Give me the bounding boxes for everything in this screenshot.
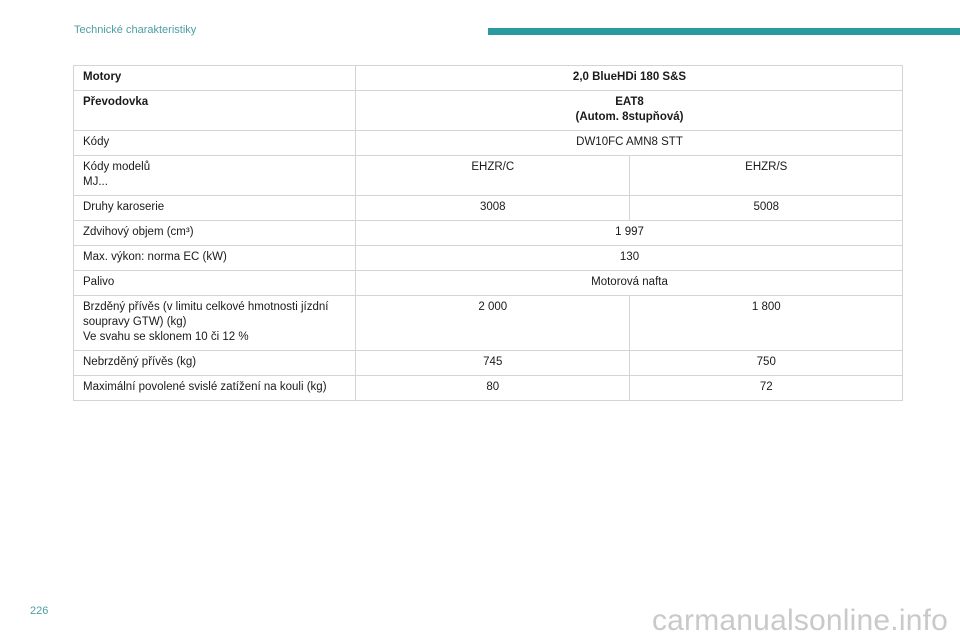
- row-value-a: 745: [356, 351, 630, 376]
- row-value: DW10FC AMN8 STT: [356, 131, 903, 156]
- header-accent-bar: [488, 28, 960, 35]
- section-title: Technické charakteristiky: [74, 24, 197, 36]
- row-value-b: EHZR/S: [629, 156, 903, 196]
- label-line: Ve svahu se sklonem 10 či 12 %: [83, 331, 249, 343]
- value-line: EAT8: [615, 96, 644, 108]
- table-row-engines: [74, 66, 903, 91]
- table-row-fuel: [74, 271, 903, 296]
- row-label: Kódy: [74, 131, 356, 156]
- row-value-b: 5008: [629, 196, 903, 221]
- watermark-logo: carmanualsonline.info: [651, 604, 948, 637]
- row-label: Druhy karoserie: [74, 196, 356, 221]
- row-value: Motorová nafta: [356, 271, 903, 296]
- table-row-model-codes: [74, 156, 903, 196]
- row-value-a: 3008: [356, 196, 630, 221]
- row-value-a: EHZR/C: [356, 156, 630, 196]
- spec-table: [73, 65, 903, 401]
- table-row-ball-load: [74, 376, 903, 401]
- row-label: Zdvihový objem (cm³): [74, 221, 356, 246]
- page-number: 226: [30, 605, 49, 617]
- row-label: Max. výkon: norma EC (kW): [74, 246, 356, 271]
- table-row-codes: [74, 131, 903, 156]
- row-value-b: 72: [629, 376, 903, 401]
- table-row-displacement: [74, 221, 903, 246]
- table-row-body-types: [74, 196, 903, 221]
- table-row-max-power: [74, 246, 903, 271]
- table-row-unbraked-trailer: [74, 351, 903, 376]
- label-line: Kódy modelů: [83, 161, 151, 173]
- table-row-braked-trailer: [74, 296, 903, 351]
- row-label: Převodovka: [74, 91, 356, 131]
- value-line: (Autom. 8stupňová): [575, 111, 684, 123]
- row-label: Motory: [74, 66, 356, 91]
- row-label: [74, 296, 356, 351]
- row-value-b: 750: [629, 351, 903, 376]
- row-label: Maximální povolené svislé zatížení na kouli (kg): [74, 376, 356, 401]
- row-value: [356, 91, 903, 131]
- row-value-a: 2 000: [356, 296, 630, 351]
- label-line: MJ...: [83, 176, 108, 188]
- row-value: 1 997: [356, 221, 903, 246]
- row-value-a: 80: [356, 376, 630, 401]
- row-label: [74, 156, 356, 196]
- row-label: Nebrzděný přívěs (kg): [74, 351, 356, 376]
- row-label: Palivo: [74, 271, 356, 296]
- row-value-b: 1 800: [629, 296, 903, 351]
- table-row-gearbox: [74, 91, 903, 131]
- row-value: 130: [356, 246, 903, 271]
- row-value: 2,0 BlueHDi 180 S&S: [356, 66, 903, 91]
- label-line: Brzděný přívěs (v limitu celkové hmotnosti jízdní: [83, 301, 329, 313]
- label-line: soupravy GTW) (kg): [83, 316, 187, 328]
